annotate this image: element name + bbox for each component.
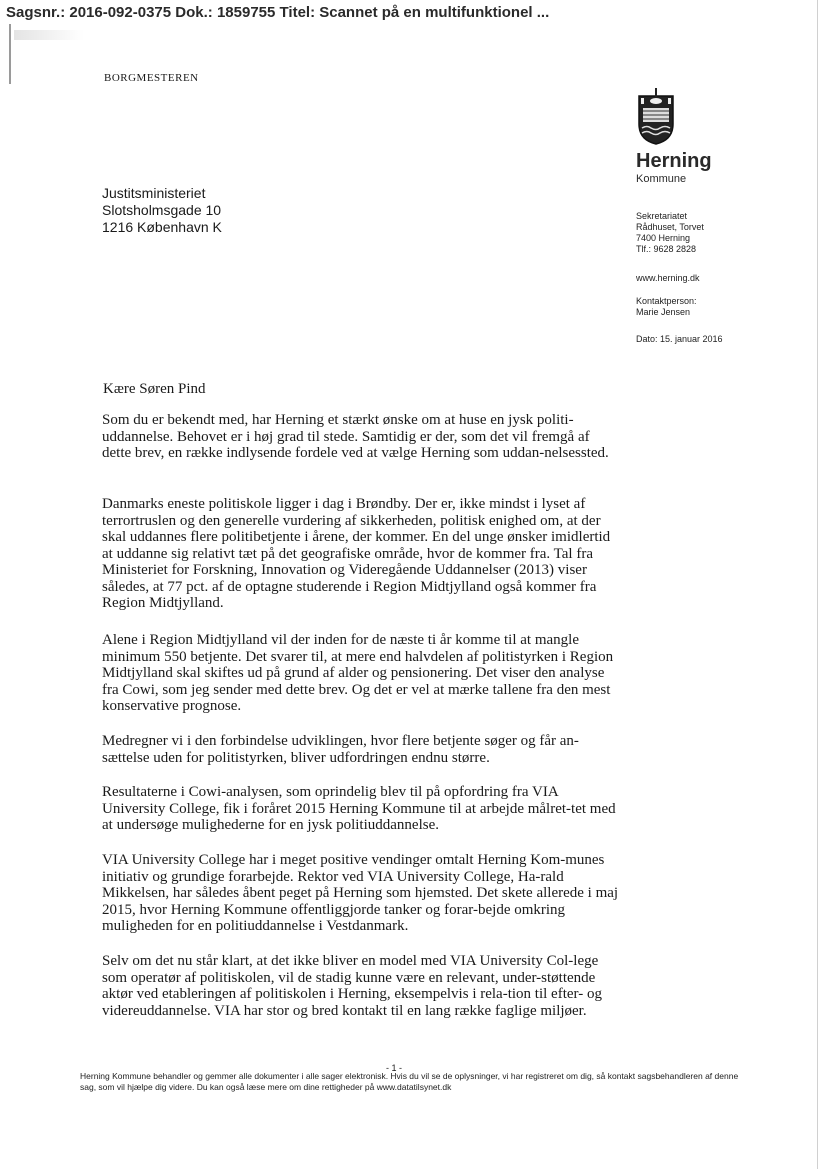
contact-website: www.herning.dk [636,273,700,283]
brand-subtitle: Kommune [636,173,687,185]
scan-right-edge [817,0,818,1169]
contact-person-name: Marie Jensen [636,307,691,317]
letter-paragraph: VIA University College har i meget positive vendinger omtalt Herning Kom-munes initiativ og grundige forarbejde. Rektor ved VIA University College, Ha-rald Mikkelsen, har således åbent peget på Herning som hjemsted. Det skete allerede i maj 2015, hvor Herning Kommune offentliggjorde tanker og forar-bejde omkring muligheden for en politiuddannelse i Vestdanmark. [102,852,619,934]
contact-address: Rådhuset, Torvet [636,222,704,232]
scan-smudge [14,30,84,40]
letter-paragraph: Resultaterne i Cowi-analysen, som oprindelig blev til på opfordring fra VIA University College, fik i foråret 2015 Herning Kommune til at arbejde målret-tet med at undersøge mulighederne for en jysk politiuddannelse. [102,784,616,833]
recipient-address [102,185,222,236]
contact-block [636,211,704,255]
letter-paragraph: Alene i Region Midtjylland vil der inden for de næste ti år komme til at mangle minimum 550 betjente. Det svarer til, at mere end halvdelen af politistyrken i Region Midtjylland skal skiftes ud på grund af alder og pensionering. Det viser den analyse fra Cowi, som jeg sender med dette brev. Og det er vel at mærke tallene fra den mest konservative prognose. [102,632,614,714]
scan-edge [9,24,11,84]
letter-date: Dato: 15. januar 2016 [636,334,723,344]
recipient-line: Justitsministeriet [102,185,206,201]
recipient-line: 1216 København K [102,219,222,235]
contact-person-label: Kontaktperson: [636,296,697,306]
contact-address: 7400 Herning [636,233,691,243]
brand-name: Herning [636,150,712,172]
document-header: Sagsnr.: 2016-092-0375 Dok.: 1859755 Titel: Scannet på en multifunktionel ... [6,4,550,21]
page-number: - 1 - [386,1063,403,1073]
letter-paragraph: Som du er bekendt med, har Herning et stærkt ønske om at huse en jysk politi-uddannelse. Behovet er i høj grad til stede. Samtidig er der, som det vil fremgå af dette brev, en række indlysende fordele ved at vælge Herning som uddan-nelsessted. [102,412,609,461]
contact-person-block [636,296,697,318]
letter-greeting: Kære Søren Pind [103,381,206,397]
contact-dept: Sekretariatet [636,211,688,221]
recipient-line: Slotsholmsgade 10 [102,202,222,218]
letter-paragraph: Selv om det nu står klart, at det ikke bliver en model med VIA University Col-lege som operatør af politiskolen, vil de stadig kunne være en relevant, under-støttende aktør ved etableringen af politiskolen i Herning, eksempelvis i rela-tion til efter- og videreuddannelse. VIA har stor og bred kontakt til en lang række faglige miljøer. [102,953,602,1019]
contact-phone: Tlf.: 9628 2828 [636,244,697,254]
sender-office: BORGMESTEREN [104,72,199,84]
letter-paragraph: Medregner vi i den forbindelse udviklingen, hvor flere betjente søger og får an-sættelse uden for politistyrken, bliver udfordringen endnu større. [102,733,579,766]
letter-paragraph: Danmarks eneste politiskole ligger i dag i Brøndby. Der er, ikke mindst i lyset af terrortruslen og den generelle vurdering af sikkerheden, politisk enighed om, at der skal uddannes flere politibetjente i årene, der kommer. En del unge ønsker imidlertid at uddanne sig relativt tæt på det geografiske område, hvor de kommer fra. Tal fra Ministeriet for Forskning, Innovation og Videregående Uddannelser (2013) viser således, at 77 pct. af de optagne studerende i Region Midtjylland også kommer fra Region Midtjylland. [102,496,611,611]
footer-notice: Herning Kommune behandler og gemmer alle dokumenter i alle sager elektronisk. Hvis du vil se de oplysninger, vi har registreret om dig, så kontakt sagsbehandleren af denne sag, som vil hjælpe dig videre. Du kan også læse mere om dine rettigheder på www.datatilsynet.dk [80,1071,739,1092]
herning-coat-of-arms-icon [636,86,676,146]
